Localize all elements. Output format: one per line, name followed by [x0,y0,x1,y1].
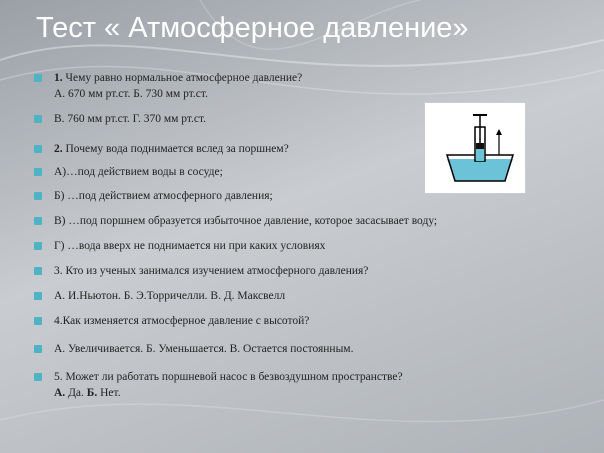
answer-line [34,213,437,229]
answer-text: В) …под поршнем образуется избыточное давление, которое засасывает воду; [54,215,438,227]
answer-line [34,238,325,254]
question-text: Почему вода поднимается вслед за поршнем? [62,143,289,155]
answer-text: Б) …под действием атмосферного давления; [54,190,273,202]
piston-pump-figure [424,102,526,194]
bullet-icon [34,168,42,176]
option-b-text: Нет. [97,387,121,399]
bullet-icon [34,242,42,250]
answer-line [34,188,273,204]
bullet-icon [34,292,42,300]
slide-title: Тест « Атмосферное давление» [36,12,469,44]
question-text: Чему равно нормальное атмосферное давление? [62,72,303,84]
question-text: 3. Кто из ученых занимался изучением атмосферного давления? [54,265,369,277]
bullet-icon [34,317,42,325]
answer-options: А. 670 мм рт.ст. Б. 730 мм рт.ст. [54,88,208,100]
answer-text: А. Увеличивается. Б. Уменьшается. В. Остается постоянным. [54,343,354,355]
answer-line [34,111,206,127]
question-4 [34,313,309,329]
question-number: 2. [54,143,63,155]
option-a-text: Да. [65,387,87,399]
answer-text: А)…под действием воды в сосуде; [54,166,223,178]
answer-options [54,385,403,401]
bullet-icon [34,267,42,275]
question-2 [34,141,289,157]
question-3 [34,263,368,279]
question-text: 4.Как изменяется атмосферное давление с высотой? [54,315,310,327]
answer-line [34,341,353,357]
question-number: 1. [54,72,63,84]
answer-text: В. 760 мм рт.ст. Г. 370 мм рт.ст. [54,113,207,125]
question-1 [34,70,302,102]
bullet-icon [34,145,42,153]
bullet-icon [34,192,42,200]
bullet-icon [34,217,42,225]
bullet-icon [34,345,42,353]
answer-line [34,164,223,180]
answer-text: Г) …вода вверх не поднимается ни при каких условиях [54,240,326,252]
bullet-icon [34,74,42,82]
option-b-label: Б. [86,387,98,399]
question-text: 5. Может ли работать поршневой насос в безвоздушном пространстве? [54,371,403,383]
bullet-icon [34,373,42,381]
piston-pump-icon [425,103,525,193]
answer-text: А. И.Ньютон. Б. Э.Торричелли. В. Д. Максвелл [54,290,286,302]
answer-line [34,288,285,304]
question-5 [34,369,403,401]
bullet-icon [34,115,42,123]
option-a-label: А. [54,387,66,399]
